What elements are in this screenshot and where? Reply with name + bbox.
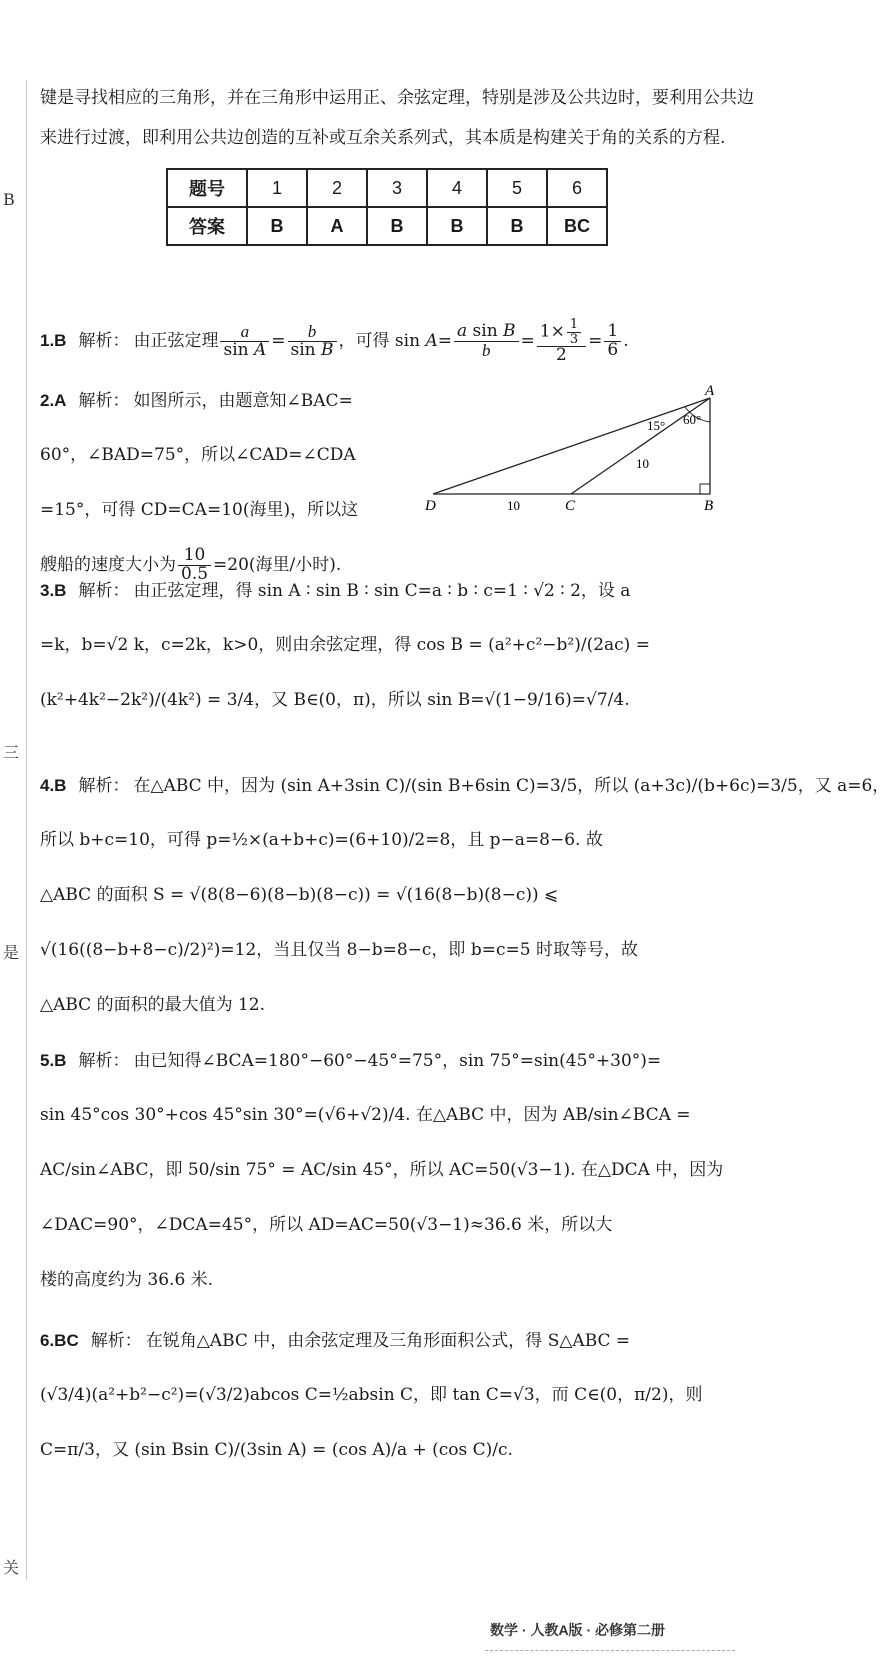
question-3 bbox=[40, 563, 760, 728]
question-number: 1.B bbox=[40, 331, 67, 350]
question-number: 2.A bbox=[40, 391, 67, 410]
table-cell: A bbox=[307, 207, 367, 245]
analysis-label: 解析： bbox=[78, 391, 130, 411]
table-cell: 2 bbox=[307, 169, 367, 207]
question-number: 6.BC bbox=[40, 1331, 79, 1350]
question-4 bbox=[40, 758, 889, 1033]
frac-numerator: 10 bbox=[178, 547, 211, 566]
question-5 bbox=[40, 1033, 760, 1308]
table-row bbox=[167, 169, 607, 207]
table-cell: B bbox=[427, 207, 487, 245]
answer-page bbox=[40, 78, 889, 1460]
q4-line-3: △ABC 的面积 S = √(8(8−6)(8−b)(8−c)) = √(16(8−b)(8−c)) ⩽ bbox=[40, 885, 559, 905]
q4-line-2: 所以 b+c=10，可得 p=½×(a+b+c)=(6+10)/2=8，且 p−a=8−6. 故 bbox=[40, 830, 603, 850]
table-row bbox=[167, 207, 607, 245]
table-cell: B bbox=[487, 207, 547, 245]
table-cell: B bbox=[367, 207, 427, 245]
length-ca: 10 bbox=[636, 456, 649, 471]
margin-char: 三 bbox=[3, 743, 20, 762]
frac-denominator: 0.5 bbox=[181, 564, 209, 584]
table-cell: 1 bbox=[247, 169, 307, 207]
binding-margin-line bbox=[26, 80, 27, 1580]
analysis-label: 解析： bbox=[90, 1331, 142, 1351]
table-cell: B bbox=[247, 207, 307, 245]
right-angle-mark bbox=[700, 484, 710, 494]
question-number: 3.B bbox=[40, 581, 67, 600]
q2-line-3: =15°，可得 CD=CA=10(海里)，所以这 bbox=[40, 500, 359, 520]
q3-line-2: =k，b=√2 k，c=2k，k>0，则由余弦定理，得 cos B = (a²+c²−b²)/(2ac) = bbox=[40, 635, 650, 655]
q3-line-1: 由正弦定理，得 sin A ∶ sin B ∶ sin C=a ∶ b ∶ c=1 ∶ √2 ∶ 2，设 a bbox=[133, 581, 631, 601]
q5-line-3: AC/sin∠ABC，即 50/sin 75° = AC/sin 45°，所以 AC=50(√3−1). 在△DCA 中，因为 bbox=[40, 1160, 724, 1180]
table-cell: 6 bbox=[547, 169, 607, 207]
angle-60: 60° bbox=[683, 412, 702, 427]
label-d: D bbox=[425, 498, 436, 514]
q6-line-1: 在锐角△ABC 中，由余弦定理及三角形面积公式，得 S△ABC = bbox=[145, 1331, 631, 1351]
page-footer: 数学 · 人教A版 · 必修第二册 bbox=[490, 1622, 665, 1638]
footer-divider bbox=[485, 1650, 735, 1651]
table-cell: 3 bbox=[367, 169, 427, 207]
q3-line-3: (k²+4k²−2k²)/(4k²) = 3/4，又 B∈(0，π)，所以 sin B=√(1−9/16)=√7/4. bbox=[40, 690, 630, 710]
table-cell: 4 bbox=[427, 169, 487, 207]
margin-char: 关 bbox=[3, 1558, 20, 1577]
intro-paragraph: 键是寻找相应的三角形，并在三角形中运用正、余弦定理，特别是涉及公共边时，要利用公共边来进行过渡，即利用公共边创造的互补或互余关系列式，其本质是构建关于角的关系的方程. bbox=[40, 88, 754, 148]
q2-line-4a: 艘船的速度大小为 bbox=[40, 555, 176, 575]
q2-line-2: 60°，∠BAD=75°，所以∠CAD=∠CDA bbox=[40, 445, 356, 465]
length-dc: 10 bbox=[507, 498, 520, 513]
segment-da bbox=[433, 398, 710, 494]
q4-line-1: 在△ABC 中，因为 (sin A+3sin C)/(sin B+6sin C)=3/5，所以 (a+3c)/(b+6c)=3/5，又 a=6， bbox=[133, 776, 889, 796]
question-1: 1.B 解析： 由正弦定理 $\frac{a}{\text{sin A}}$ = $\frac{b}{\text{sin B}}$ ，可得 sin A= $\frac{\text{a sin B}}{b}$ = 1× $\frac{1}{3}$ 2 = $\frac{1}{6}$ . bbox=[40, 316, 629, 366]
q5-line-4: ∠DAC=90°，∠DCA=45°，所以 AD=AC=50(√3−1)≈36.6 米，所以大 bbox=[40, 1215, 613, 1235]
analysis-label: 解析： bbox=[78, 581, 130, 601]
angle-15: 15° bbox=[647, 418, 666, 433]
question-number: 4.B bbox=[40, 776, 67, 795]
question-6 bbox=[40, 1313, 760, 1478]
triangle-figure bbox=[425, 383, 755, 516]
margin-char: 是 bbox=[3, 943, 20, 962]
table-cell: 5 bbox=[487, 169, 547, 207]
q4-line-4: √(16((8−b+8−c)/2)²)=12，当且仅当 8−b=8−c，即 b=c=5 时取等号，故 bbox=[40, 940, 638, 960]
analysis-label: 解析： bbox=[78, 1051, 130, 1071]
answer-table bbox=[166, 168, 608, 246]
label-a: A bbox=[705, 383, 715, 399]
table-header-cell: 题号 bbox=[167, 169, 247, 207]
margin-char: B bbox=[3, 190, 15, 209]
q4-line-5: △ABC 的面积的最大值为 12. bbox=[40, 995, 266, 1015]
question-number: 5.B bbox=[40, 1051, 67, 1070]
table-cell: BC bbox=[547, 207, 607, 245]
q5-line-2: sin 45°cos 30°+cos 45°sin 30°=(√6+√2)/4. 在△ABC 中，因为 AB/sin∠BCA = bbox=[40, 1105, 691, 1125]
analysis-label: 解析： bbox=[78, 331, 130, 351]
q5-line-5: 楼的高度约为 36.6 米. bbox=[40, 1270, 214, 1290]
label-b: B bbox=[704, 498, 714, 514]
q2-line-1: 如图所示，由题意知∠BAC= bbox=[133, 391, 353, 411]
label-c: C bbox=[565, 498, 576, 514]
analysis-label: 解析： bbox=[78, 776, 130, 796]
table-header-cell: 答案 bbox=[167, 207, 247, 245]
q5-line-1: 由已知得∠BCA=180°−60°−45°=75°，sin 75°=sin(45°+30°)= bbox=[133, 1051, 662, 1071]
q2-line-4b: =20(海里/小时). bbox=[213, 555, 342, 575]
q6-line-2: (√3/4)(a²+b²−c²)=(√3/2)abcos C=½absin C，即 tan C=√3，而 C∈(0，π/2)，则 bbox=[40, 1385, 703, 1405]
q6-line-3: C=π/3，又 (sin Bsin C)/(3sin A) = (cos A)/a + (cos C)/c. bbox=[40, 1440, 513, 1460]
question-2 bbox=[40, 373, 420, 593]
